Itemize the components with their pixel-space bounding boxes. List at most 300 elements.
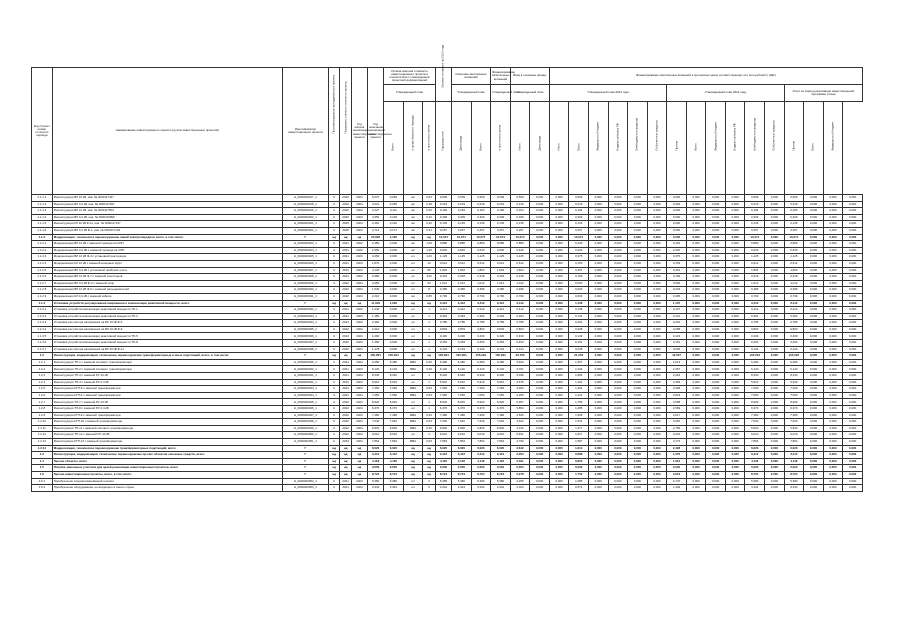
- row-cell: 0,412: [452, 307, 472, 314]
- row-cell: 6,830: [491, 425, 511, 432]
- row-cell: 1,587: [569, 438, 589, 445]
- row-cell: 0,000: [608, 307, 628, 314]
- row-cell: 6,830: [368, 425, 384, 432]
- row-cell: 0,40: [423, 366, 436, 373]
- row-cell: 0,000: [647, 452, 667, 459]
- row-cell: 0,000: [686, 307, 706, 314]
- row-cell: 7,260: [471, 386, 491, 393]
- row-cell: 0,451: [569, 267, 589, 274]
- row-cell: 2: [423, 478, 436, 485]
- row-cell: нд: [328, 300, 340, 307]
- row-cell: 7,050: [784, 392, 804, 399]
- row-cell: км: [403, 214, 423, 221]
- row-cell: 0,486: [491, 287, 511, 294]
- row-cell: 0,000: [549, 260, 569, 267]
- row-cell: шт: [403, 274, 423, 281]
- row-name: Реконструкция, модернизация, техническое перевооружение прочих объектов основных средств, всего: [52, 452, 282, 459]
- row-cell: 0,000: [686, 333, 706, 340]
- row-cell: 0,000: [725, 340, 745, 347]
- header-total: Итого за период реализации инвестиционной программы (план): [784, 85, 862, 102]
- row-cell: 0,000: [706, 373, 726, 380]
- row-cell: 0,159: [667, 274, 687, 281]
- header-sub-24: Федеральный бюджет: [823, 102, 843, 195]
- row-cell: 0,000: [823, 438, 843, 445]
- row-cell: 2,480: [368, 241, 384, 248]
- row-cell: 2021: [340, 373, 352, 380]
- row-cell: 0,000: [823, 333, 843, 340]
- row-cell: 0,135: [569, 221, 589, 228]
- row-id: H_0000000045_1: [282, 399, 328, 406]
- row-cell: 0,000: [549, 366, 569, 373]
- row-cell: 1,759: [569, 471, 589, 478]
- row-cell: 0,880: [435, 241, 451, 248]
- row-cell: 0,318: [452, 274, 472, 281]
- row-code: 1.2.11: [32, 425, 53, 432]
- row-cell: 0,612: [491, 260, 511, 267]
- row-cell: 0,000: [725, 366, 745, 373]
- row-cell: С: [328, 485, 340, 492]
- row-name: Установка устройств регулирования напряжения и компенсации реактивной мощности, всего: [52, 300, 282, 307]
- row-cell: С: [328, 478, 340, 485]
- row-cell: 0,880: [471, 241, 491, 248]
- row-cell: 0,309: [435, 214, 451, 221]
- row-cell: 0,000: [843, 425, 863, 432]
- row-cell: 0,000: [823, 373, 843, 380]
- row-cell: МВА: [403, 438, 423, 445]
- row-cell: 9,010: [745, 432, 765, 439]
- row-cell: С: [328, 392, 340, 399]
- row-cell: 0,257: [745, 227, 765, 234]
- row-cell: 0,412: [784, 307, 804, 314]
- row-cell: 1,138: [569, 300, 589, 307]
- row-cell: 0,000: [628, 267, 648, 274]
- row-code: 1.1.2.2: [32, 247, 53, 254]
- row-cell: 1,817: [569, 432, 589, 439]
- row-cell: 0,30: [423, 208, 436, 215]
- row-cell: 2,843: [667, 392, 687, 399]
- row-cell: 0,000: [530, 260, 550, 267]
- row-cell: 0,255: [384, 201, 404, 208]
- row-cell: 0,000: [725, 247, 745, 254]
- row-cell: 8,920: [471, 399, 491, 406]
- row-name: Модернизация ВЛ 10 кВ с заменой провода на СИП: [52, 241, 282, 248]
- row-cell: 24,602: [368, 234, 384, 241]
- row-cell: 0,000: [686, 346, 706, 353]
- row-cell: 0,000: [823, 346, 843, 353]
- table-row: [32, 445, 863, 452]
- row-cell: 0,000: [384, 465, 404, 472]
- row-cell: 12: [423, 260, 436, 267]
- row-cell: 0,135: [452, 221, 472, 228]
- row-cell: 0,134: [435, 346, 451, 353]
- row-cell: 0,000: [530, 227, 550, 234]
- row-cell: 0,000: [765, 373, 785, 380]
- row-cell: 0,000: [628, 247, 648, 254]
- row-cell: 1,804: [510, 267, 530, 274]
- row-cell: 0,509: [435, 195, 451, 202]
- row-cell: 3,255: [510, 478, 530, 485]
- row-cell: 0,000: [843, 254, 863, 261]
- row-cell: 0,000: [823, 432, 843, 439]
- row-cell: 0,000: [823, 353, 843, 360]
- row-cell: 0,000: [706, 313, 726, 320]
- row-cell: 0,000: [647, 379, 667, 386]
- investment-program-sheet: [31, 44, 863, 492]
- row-cell: 0,786: [510, 320, 530, 327]
- row-cell: 0,318: [510, 274, 530, 281]
- row-cell: 0,000: [706, 399, 726, 406]
- table-row: [32, 366, 863, 373]
- row-cell: нд: [403, 458, 423, 465]
- row-cell: 0,045: [667, 346, 687, 353]
- row-name: Реконструкция ТП-3 с заменой РУ-10 кВ: [52, 373, 282, 380]
- row-cell: 1,180: [368, 313, 384, 320]
- row-cell: 0,000: [549, 313, 569, 320]
- row-cell: 0,000: [628, 452, 648, 459]
- row-cell: 0,000: [549, 359, 569, 366]
- row-cell: 5,910: [452, 379, 472, 386]
- row-cell: 2024: [351, 386, 367, 393]
- row-cell: 0,000: [588, 320, 608, 327]
- row-cell: 0,000: [706, 458, 726, 465]
- row-cell: 0,000: [765, 359, 785, 366]
- row-cell: 1,804: [491, 267, 511, 274]
- row-code: 1.1.1.3: [32, 208, 53, 215]
- row-cell: 0,000: [686, 419, 706, 426]
- row-id: H_0000000050_1: [282, 432, 328, 439]
- row-cell: 0,000: [530, 373, 550, 380]
- row-name: Реконструкция КТП-10 с заменой трансформатора: [52, 419, 282, 426]
- row-cell: 0,640: [471, 247, 491, 254]
- row-cell: 0,000: [804, 267, 824, 274]
- row-cell: 0,509: [510, 195, 530, 202]
- row-cell: 4,350: [368, 214, 384, 221]
- row-cell: 86: [423, 267, 436, 274]
- table-row: [32, 340, 863, 347]
- row-cell: С: [328, 333, 340, 340]
- row-cell: нд: [340, 445, 352, 452]
- row-cell: 0,219: [784, 201, 804, 208]
- row-name: Реконструкция КТП-5 с заменой трансформатора: [52, 386, 282, 393]
- table-row: [32, 320, 863, 327]
- row-cell: нд: [351, 452, 367, 459]
- row-code: 1.1.3.6: [32, 340, 53, 347]
- header-year-end: Год окончания реализации инвестиционного проекта: [368, 68, 384, 195]
- row-cell: 0,000: [530, 438, 550, 445]
- row-cell: 0,000: [647, 320, 667, 327]
- row-cell: нд: [423, 452, 436, 459]
- row-cell: 0,000: [686, 392, 706, 399]
- row-cell: 0,000: [686, 326, 706, 333]
- row-cell: 0,000: [647, 293, 667, 300]
- row-cell: 0,000: [384, 293, 404, 300]
- row-cell: 2,170: [667, 478, 687, 485]
- row-cell: 1: [423, 399, 436, 406]
- row-cell: 7,260: [491, 386, 511, 393]
- row-cell: 0,612: [471, 260, 491, 267]
- row-cell: 0,000: [549, 406, 569, 413]
- row-cell: МВА: [403, 419, 423, 426]
- row-cell: 0,000: [608, 247, 628, 254]
- row-cell: 3,412: [510, 300, 530, 307]
- row-cell: 0,000: [804, 221, 824, 228]
- table-row: [32, 201, 863, 208]
- row-id: Г: [282, 300, 328, 307]
- row-cell: шт: [403, 406, 423, 413]
- row-cell: 0,000: [608, 260, 628, 267]
- row-cell: 0,000: [725, 392, 745, 399]
- row-cell: 63,760: [510, 353, 530, 360]
- table-row: [32, 438, 863, 445]
- row-cell: 0,184: [491, 208, 511, 215]
- row-cell: 2023: [351, 313, 367, 320]
- row-cell: 0,000: [843, 287, 863, 294]
- row-cell: 1: [423, 320, 436, 327]
- row-cell: 0,000: [823, 392, 843, 399]
- row-cell: 0,000: [765, 287, 785, 294]
- row-cell: 0,000: [804, 287, 824, 294]
- row-cell: 0,000: [725, 313, 745, 320]
- row-cell: 2022: [340, 280, 352, 287]
- row-cell: шт: [403, 346, 423, 353]
- row-cell: 0,412: [491, 307, 511, 314]
- row-cell: 0,000: [608, 267, 628, 274]
- row-cell: 0,000: [384, 241, 404, 248]
- row-cell: 0,000: [549, 445, 569, 452]
- row-cell: 0,000: [647, 406, 667, 413]
- row-cell: 0,000: [804, 307, 824, 314]
- row-cell: 6,370: [452, 406, 472, 413]
- row-cell: 0,000: [647, 326, 667, 333]
- header-sub-1: Всего: [384, 102, 404, 195]
- row-cell: 0,000: [843, 359, 863, 366]
- row-cell: 0,000: [588, 293, 608, 300]
- row-cell: 0,000: [843, 366, 863, 373]
- row-cell: 0,000: [843, 465, 863, 472]
- row-cell: 6,020: [368, 445, 384, 452]
- row-cell: 0,40: [423, 359, 436, 366]
- row-cell: 0,486: [435, 287, 451, 294]
- row-cell: 0,309: [471, 214, 491, 221]
- row-cell: 0,000: [569, 287, 589, 294]
- row-cell: 0,000: [804, 373, 824, 380]
- row-cell: 1,804: [452, 267, 472, 274]
- row-cell: 3,714: [368, 227, 384, 234]
- row-cell: 0,000: [686, 208, 706, 215]
- row-cell: 0,000: [706, 293, 726, 300]
- row-cell: 0,257: [569, 227, 589, 234]
- row-cell: 0,000: [608, 293, 628, 300]
- row-cell: 5,910: [384, 379, 404, 386]
- row-cell: 0,000: [725, 280, 745, 287]
- row-id: H_0000000029_1: [282, 280, 328, 287]
- row-cell: 0,880: [784, 241, 804, 248]
- row-cell: 0,412: [745, 307, 765, 314]
- row-cell: 1,125: [471, 254, 491, 261]
- row-cell: 0,000: [843, 333, 863, 340]
- row-cell: 0,219: [569, 201, 589, 208]
- table-row: [32, 485, 863, 492]
- row-cell: 7,050: [435, 392, 451, 399]
- row-cell: 2024: [351, 293, 367, 300]
- row-code: 1.3: [32, 452, 53, 459]
- row-cell: 0,486: [510, 287, 530, 294]
- row-cell: 2021: [340, 359, 352, 366]
- row-name: Модернизация ВЛ 0,4 кВ Ф-2 с заменой опор: [52, 280, 282, 287]
- row-cell: 0,000: [725, 221, 745, 228]
- row-cell: 0,000: [549, 208, 569, 215]
- row-cell: 0,000: [765, 406, 785, 413]
- row-cell: 0,000: [686, 287, 706, 294]
- row-code: 1.1.1.5: [32, 221, 53, 228]
- row-cell: 0,000: [647, 300, 667, 307]
- row-cell: 0,000: [647, 359, 667, 366]
- row-id: H_0000000017_1: [282, 195, 328, 202]
- row-cell: 0,000: [823, 465, 843, 472]
- row-cell: 0,000: [530, 287, 550, 294]
- row-cell: 0,000: [706, 465, 726, 472]
- row-cell: 0,000: [804, 293, 824, 300]
- row-cell: км: [403, 227, 423, 234]
- row-cell: 0,000: [549, 274, 569, 281]
- row-cell: 0,000: [588, 241, 608, 248]
- row-cell: 0,000: [628, 221, 648, 228]
- row-cell: 1,012: [784, 280, 804, 287]
- row-cell: 9,010: [784, 432, 804, 439]
- table-row: [32, 287, 863, 294]
- row-cell: 0,135: [435, 221, 451, 228]
- row-cell: 0,000: [588, 366, 608, 373]
- row-cell: 0,000: [765, 340, 785, 347]
- row-cell: 3,642: [510, 445, 530, 452]
- row-cell: 0,000: [843, 438, 863, 445]
- row-cell: 2021: [340, 366, 352, 373]
- row-cell: 0,000: [628, 392, 648, 399]
- row-cell: 7,640: [384, 419, 404, 426]
- row-cell: 0,000: [608, 208, 628, 215]
- row-cell: 0,000: [549, 254, 569, 261]
- row-cell: 0,000: [804, 458, 824, 465]
- row-cell: 7,260: [745, 386, 765, 393]
- row-cell: 0,000: [765, 307, 785, 314]
- row-cell: 3,412: [491, 300, 511, 307]
- row-code: 1.1.1.2: [32, 201, 53, 208]
- row-cell: 0,000: [843, 326, 863, 333]
- header-cost-sub: Утвержденный план: [384, 85, 436, 102]
- row-cell: 0,000: [647, 254, 667, 261]
- row-cell: 42,507: [667, 353, 687, 360]
- row-cell: 0,000: [706, 406, 726, 413]
- row-cell: 3,344: [384, 485, 404, 492]
- row-cell: 0,000: [569, 465, 589, 472]
- row-cell: 0,000: [843, 406, 863, 413]
- row-cell: шт: [403, 373, 423, 380]
- row-cell: 0,320: [667, 247, 687, 254]
- row-cell: 0,000: [725, 465, 745, 472]
- row-cell: шт: [403, 280, 423, 287]
- row-name: Установка регулятора напряжения на ВЛ 10 кВ Ф-11: [52, 346, 282, 353]
- row-cell: 0,000: [588, 227, 608, 234]
- row-cell: 0,000: [628, 241, 648, 248]
- row-cell: 0,000: [588, 432, 608, 439]
- row-code: 1.5: [32, 465, 53, 472]
- row-cell: 0,000: [647, 247, 667, 254]
- row-cell: 0,000: [725, 195, 745, 202]
- row-cell: 2024: [351, 425, 367, 432]
- row-cell: 0,000: [725, 227, 745, 234]
- row-cell: 0,000: [706, 392, 726, 399]
- row-cell: 8,920: [435, 399, 451, 406]
- row-cell: 0,000: [530, 359, 550, 366]
- row-cell: 0,000: [530, 399, 550, 406]
- row-cell: 0,134: [784, 346, 804, 353]
- row-cell: шт: [403, 254, 423, 261]
- row-cell: 0,000: [549, 373, 569, 380]
- row-cell: 0,000: [530, 452, 550, 459]
- row-cell: 0,000: [823, 340, 843, 347]
- row-cell: 6,020: [471, 445, 491, 452]
- row-cell: 0,000: [725, 307, 745, 314]
- row-cell: 0,000: [647, 234, 667, 241]
- row-cell: МВА: [403, 425, 423, 432]
- row-cell: 1: [423, 326, 436, 333]
- row-cell: 2024: [351, 260, 367, 267]
- row-cell: 0,000: [647, 386, 667, 393]
- row-cell: 0,000: [384, 326, 404, 333]
- row-cell: 105,294: [452, 353, 472, 360]
- row-cell: 0,453: [491, 340, 511, 347]
- row-cell: 0,486: [745, 287, 765, 294]
- row-cell: 0,000: [804, 208, 824, 215]
- row-cell: 7,864: [784, 438, 804, 445]
- row-cell: 0,000: [706, 214, 726, 221]
- row-cell: 0,135: [510, 221, 530, 228]
- row-cell: 0,000: [384, 340, 404, 347]
- row-cell: 0,980: [368, 274, 384, 281]
- row-cell: 3,412: [784, 452, 804, 459]
- row-cell: 0,000: [804, 241, 824, 248]
- row-code: 1.2.2: [32, 366, 53, 373]
- row-cell: 105,294: [745, 353, 765, 360]
- row-cell: 3,344: [471, 485, 491, 492]
- header-sub-16: Прочие: [667, 102, 687, 195]
- row-cell: 0,000: [549, 227, 569, 234]
- row-cell: 1,214: [569, 445, 589, 452]
- row-cell: 0,000: [628, 386, 648, 393]
- row-cell: 1,540: [368, 287, 384, 294]
- row-cell: С: [328, 406, 340, 413]
- row-cell: 0,000: [765, 195, 785, 202]
- row-cell: 7,480: [491, 412, 511, 419]
- table-row: [32, 247, 863, 254]
- row-cell: 0,000: [530, 353, 550, 360]
- row-cell: 3,344: [784, 485, 804, 492]
- row-cell: 0,000: [686, 438, 706, 445]
- row-cell: 0,000: [647, 478, 667, 485]
- row-cell: МВА: [403, 412, 423, 419]
- row-cell: нд: [328, 458, 340, 465]
- row-cell: 9,010: [384, 432, 404, 439]
- row-cell: 105,294: [784, 353, 804, 360]
- row-cell: 1,307: [569, 359, 589, 366]
- row-name: Прочие инвестиционные проекты, всего, в том числе:: [52, 471, 282, 478]
- row-name: Реконструкция ТП-7 с заменой РУ-10 кВ: [52, 399, 282, 406]
- row-cell: 0,000: [588, 307, 608, 314]
- row-cell: 0,000: [628, 399, 648, 406]
- row-cell: 0,184: [471, 208, 491, 215]
- row-cell: 0,000: [608, 366, 628, 373]
- row-id: H_0000000043_1: [282, 386, 328, 393]
